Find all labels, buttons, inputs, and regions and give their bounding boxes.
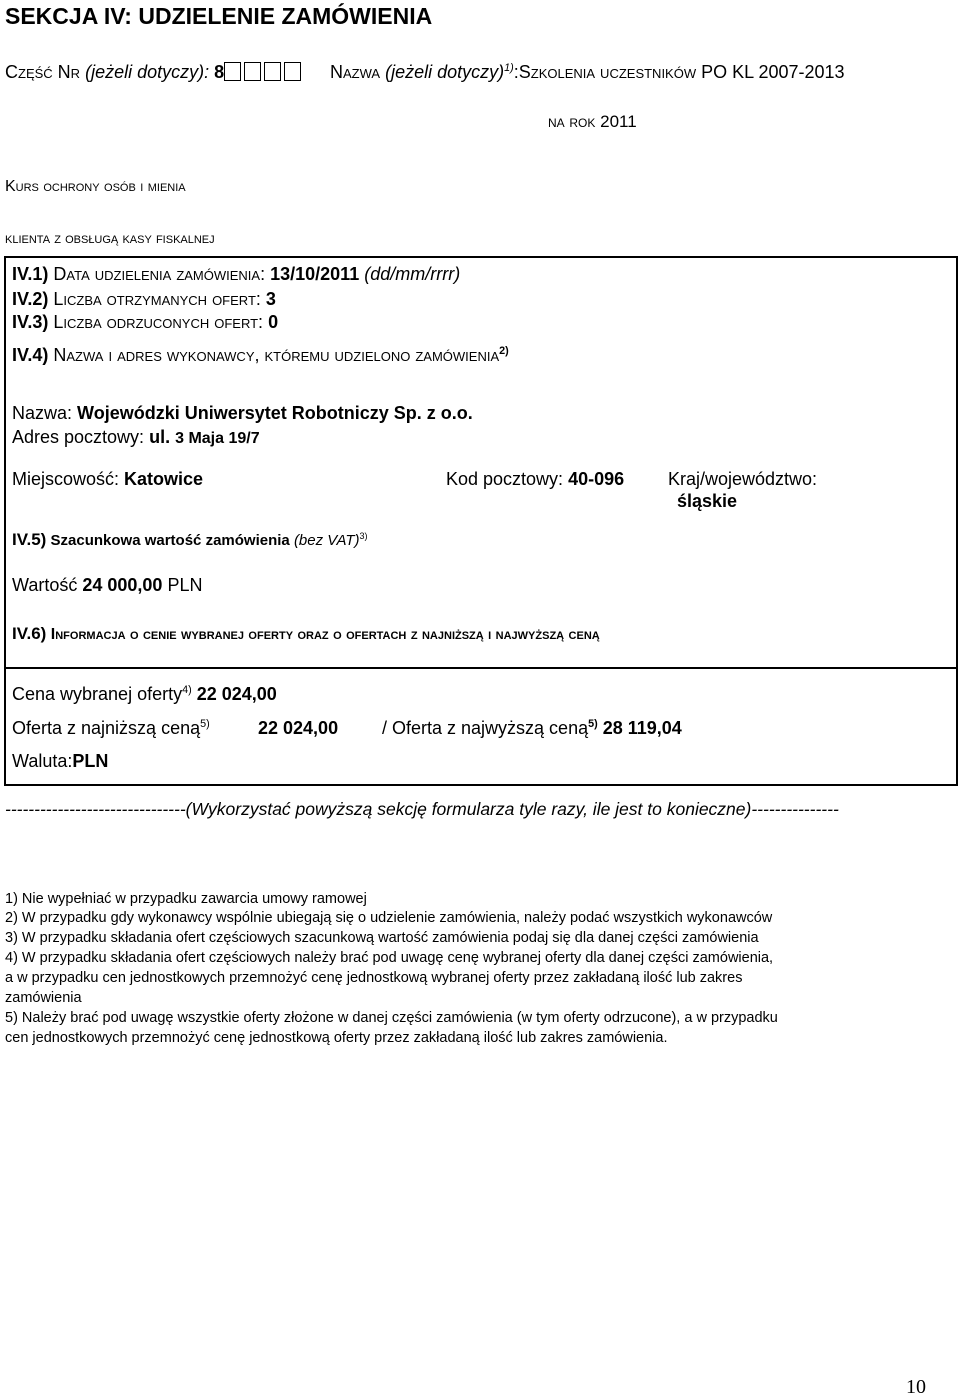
iv6-min-row [12,718,210,739]
iv5-wartosc-value: 24 000,00 [82,575,163,595]
iv3-num: IV.3) [12,312,49,332]
part-name-course: Kurs ochrony osób i mienia [5,178,186,195]
part-name-label: Nazwa [330,62,381,82]
footnote-1: 1) Nie wypełniać w przypadku zawarcia umowy ramowej [5,891,367,907]
iv3-label: Liczba odrzuconych ofert: [53,312,264,332]
iv1-label: Data udzielenia zamówienia: [53,264,266,284]
iv2-num: IV.2) [12,289,49,309]
repeat-note-dashes-left: ------------------------------- [5,799,186,819]
iv4-adres-label: Adres pocztowy: [12,427,145,447]
box-divider [4,667,958,669]
part-name-year [548,112,637,132]
iv4-kraj-value: śląskie [677,491,738,511]
part-number-row [5,62,304,83]
repeat-note-text: (Wykorzystać powyższą sekcję formularza tyle razy, ile jest to konieczne) [185,799,752,819]
iv6-cena-row [12,684,277,705]
iv1-value: 13/10/2011 [270,264,360,284]
iv6-min-label: Oferta z najniższą ceną [12,718,201,738]
iv6-max-sup: 5) [588,718,598,730]
part-value: 8 [214,62,225,82]
iv4-kod-label: Kod pocztowy: [446,469,564,489]
iv6-waluta-row [12,751,108,772]
iv2-label: Liczba otrzymanych ofert: [53,289,261,309]
repeat-note-dashes-right: --------------- [751,799,839,819]
footnote-4a: 4) W przypadku składania ofert częściowych należy brać pod uwagę cenę wybranej oferty dla danej części zamówienia, [5,950,774,966]
empty-box-icon [244,62,261,81]
page-number: 10 [906,1376,926,1398]
iv2-value: 3 [265,289,276,309]
section-title: SEKCJA IV: UDZIELENIE ZAMÓWIENIA [5,3,433,29]
part-name-fiscal: klienta z obsługą kasy fiskalnej [5,230,215,247]
iv6-max-label: / Oferta z najwyższą ceną [382,718,589,738]
iv1-num: IV.1) [12,264,49,284]
iv4-adres-value-2: 3 Maja 19/7 [175,430,260,447]
iv6-label: Informacja o cenie wybranej oferty oraz o ofertach z najniższą i najwyższą ceną [50,626,600,643]
part-boxes [224,62,304,82]
footnote-5a: 5) Należy brać pod uwagę wszystkie oferty złożone w danej części zamówienia (w tym oferty odrzucone), a w przypadku [5,1010,778,1026]
iv4-nazwa-label: Nazwa: [12,403,73,423]
part-name-value-4: 2011 [600,112,637,131]
iv6-min-sup: 5) [200,718,210,730]
iv5-hint: (bez VAT) [293,532,360,549]
footnote-3: 3) W przypadku składania ofert częściowych szacunkową wartość zamówienia podaj się dla danej części zamówienia [5,930,759,946]
part-name-sup: 1) [504,62,514,74]
iv6-num: IV.6) [12,624,47,643]
footnote-2: 2) W przypadku gdy wykonawcy wspólnie ubiegają się o udzielenie zamówienia, należy podać wszystkich wykonawców [5,910,773,926]
part-hint: (jeżeli dotyczy): [85,62,210,82]
iv4-miejscowosc-label: Miejscowość: [12,469,120,489]
part-name-hint: (jeżeli dotyczy) [385,62,505,82]
iv3-value: 0 [268,312,279,332]
iv5-wartosc-label: Wartość [12,575,78,595]
iv6-waluta-value: PLN [72,751,109,771]
empty-box-icon [264,62,281,81]
iv5-sup: 3) [359,531,368,541]
iv4-miejscowosc-value: Katowice [124,469,204,489]
iv4-kraj-label: Kraj/województwo: [668,469,818,489]
part-name-value-2: PO KL 2007-2013 [701,62,845,82]
iv4-label: Nazwa i adres wykonawcy, któremu udzielono zamówienia [53,345,500,365]
iv4-num: IV.4) [12,345,49,365]
iv6-max-row [382,718,682,739]
iv5-num: IV.5) [12,530,47,549]
footnote-5b: cen jednostkowych przemnożyć cenę jednostkową oferty przez zakładaną ilość lub zakres zamówienia. [5,1030,668,1046]
iv4-kod-value: 40-096 [568,469,625,489]
empty-box-icon [224,62,241,81]
part-name-value-1: Szkolenia uczestników [518,62,697,82]
part-label: Część Nr [5,62,81,82]
iv1-format: (dd/mm/rrrr) [364,264,461,284]
part-name-value-3: na rok [548,112,596,131]
iv6-waluta-label: Waluta: [12,751,73,771]
iv4-sup: 2) [499,345,509,357]
iv5-label: Szacunkowa wartość zamówienia [50,532,290,549]
iv6-max-value: 28 119,04 [602,718,682,738]
iv5-currency: PLN [167,575,203,595]
empty-box-icon [284,62,301,81]
iv4-adres-value-1: ul. [149,427,171,447]
iv4-nazwa-value: Wojewódzki Uniwersytet Robotniczy Sp. z o.o. [77,403,473,423]
part-name-colon: : [513,62,519,82]
footnote-4c: zamówienia [5,990,82,1006]
iv6-cena-sup: 4) [182,684,192,696]
form-box [4,256,958,786]
iv6-cena-value: 22 024,00 [196,684,277,704]
iv6-min-value: 22 024,00 [258,718,339,738]
repeat-note [5,799,839,820]
iv6-cena-label: Cena wybranej oferty [12,684,183,704]
part-name-row [330,62,845,83]
footnote-4b: a w przypadku cen jednostkowych przemnożyć cenę jednostkową wybranej oferty przez zakładaną ilość lub zakres [5,970,743,986]
